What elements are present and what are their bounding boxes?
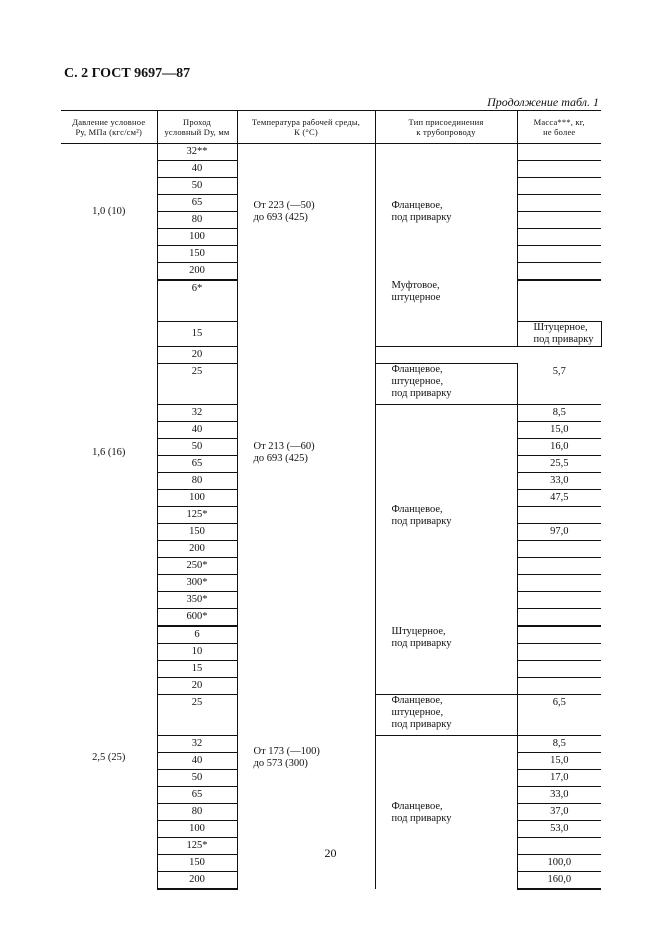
mass-cell: 15,0 — [517, 753, 601, 770]
mass-cell — [517, 678, 601, 695]
mass-cell: 37,0 — [517, 804, 601, 821]
mass-cell: 53,0 — [517, 821, 601, 838]
col-header-pressure: Давление условное Pу, МПа (кгс/см²) — [61, 111, 157, 144]
mass-cell — [517, 541, 601, 558]
nominal-bore-cell: 200 — [157, 872, 237, 890]
mass-cell: 160,0 — [517, 872, 601, 890]
connection-type-cell: Муфтовое, штуцерное — [375, 280, 517, 347]
mass-cell — [517, 246, 601, 263]
nominal-bore-cell: 125* — [157, 507, 237, 524]
nominal-bore-cell: 40 — [157, 422, 237, 439]
connection-type-cell: Фланцевое, штуцерное, под приварку — [375, 695, 517, 736]
mass-cell — [517, 161, 601, 178]
nominal-bore-cell: 20 — [157, 347, 237, 364]
mass-cell: 47,5 — [517, 490, 601, 507]
mass-cell — [517, 558, 601, 575]
nominal-bore-cell: 40 — [157, 161, 237, 178]
nominal-bore-cell: 40 — [157, 753, 237, 770]
pressure-cell: 1,6 (16) — [61, 280, 157, 626]
col-header-nominal-bore: Проход условный Dу, мм — [157, 111, 237, 144]
nominal-bore-cell: 600* — [157, 609, 237, 627]
connection-type-cell: Штуцерное, под приварку — [375, 626, 517, 695]
nominal-bore-cell: 15 — [157, 322, 237, 347]
nominal-bore-cell: 50 — [157, 439, 237, 456]
table-row — [61, 144, 601, 161]
nominal-bore-cell: 32 — [157, 405, 237, 422]
mass-cell: 16,0 — [517, 439, 601, 456]
nominal-bore-cell: 65 — [157, 456, 237, 473]
nominal-bore-cell: 350* — [157, 592, 237, 609]
mass-cell: 25,5 — [517, 456, 601, 473]
nominal-bore-cell: 125* — [157, 838, 237, 855]
page-header: С. 2 ГОСТ 9697—87 — [64, 66, 191, 81]
nominal-bore-cell: 150 — [157, 524, 237, 541]
nominal-bore-cell: 65 — [157, 787, 237, 804]
mass-cell: 97,0 — [517, 524, 601, 541]
nominal-bore-cell: 6 — [157, 626, 237, 644]
nominal-bore-cell: 20 — [157, 678, 237, 695]
mass-cell — [517, 609, 601, 627]
table-row — [61, 280, 601, 322]
pressure-cell: 1,0 (10) — [61, 144, 157, 281]
connection-type-cell: Фланцевое, штуцерное, под приварку — [375, 364, 517, 405]
col-header-temperature: Температура рабочей среды, К (°С) — [237, 111, 375, 144]
table-row — [61, 626, 601, 644]
nominal-bore-cell: 80 — [157, 212, 237, 229]
col-header-mass: Масса***, кг, не более — [517, 111, 601, 144]
nominal-bore-cell: 100 — [157, 229, 237, 246]
nominal-bore-cell: 10 — [157, 644, 237, 661]
pressure-cell: 2,5 (25) — [61, 626, 157, 889]
connection-type-cell: Штуцерное, под приварку — [517, 322, 601, 347]
mass-cell — [517, 626, 601, 644]
mass-cell — [517, 263, 601, 281]
mass-cell — [517, 229, 601, 246]
mass-cell — [517, 507, 601, 524]
nominal-bore-cell: 25 — [157, 364, 237, 405]
connection-type-cell: Фланцевое, под приварку — [375, 736, 517, 890]
nominal-bore-cell: 150 — [157, 246, 237, 263]
nominal-bore-cell: 80 — [157, 804, 237, 821]
mass-cell — [517, 178, 601, 195]
nominal-bore-cell: 200 — [157, 263, 237, 281]
connection-type-cell: Фланцевое, под приварку — [375, 405, 517, 627]
temperature-cell: От 213 (—60) до 693 (425) — [237, 280, 375, 626]
nominal-bore-cell: 250* — [157, 558, 237, 575]
mass-cell — [517, 592, 601, 609]
mass-cell: 5,7 — [517, 364, 601, 405]
mass-cell: 33,0 — [517, 473, 601, 490]
mass-cell — [517, 280, 601, 322]
nominal-bore-cell: 6* — [157, 280, 237, 322]
temperature-cell: От 223 (—50) до 693 (425) — [237, 144, 375, 281]
mass-cell: 8,5 — [517, 736, 601, 753]
mass-cell: 100,0 — [517, 855, 601, 872]
nominal-bore-cell: 25 — [157, 695, 237, 736]
mass-cell — [375, 347, 517, 364]
temperature-cell: От 173 (—100) до 573 (300) — [237, 626, 375, 889]
mass-cell — [517, 195, 601, 212]
mass-cell: 6,5 — [517, 695, 601, 736]
col-header-connection: Тип присоединения к трубопроводу — [375, 111, 517, 144]
mass-cell: 15,0 — [517, 422, 601, 439]
mass-cell: 33,0 — [517, 787, 601, 804]
mass-cell — [517, 575, 601, 592]
table-continuation-caption: Продолжение табл. 1 — [487, 95, 599, 109]
nominal-bore-cell: 15 — [157, 661, 237, 678]
nominal-bore-cell: 200 — [157, 541, 237, 558]
mass-cell — [517, 644, 601, 661]
nominal-bore-cell: 150 — [157, 855, 237, 872]
nominal-bore-cell: 80 — [157, 473, 237, 490]
nominal-bore-cell: 65 — [157, 195, 237, 212]
table-header-row — [61, 111, 601, 144]
nominal-bore-cell: 32** — [157, 144, 237, 161]
nominal-bore-cell: 32 — [157, 736, 237, 753]
nominal-bore-cell: 100 — [157, 821, 237, 838]
mass-cell — [517, 661, 601, 678]
mass-cell — [517, 212, 601, 229]
valve-spec-table — [61, 110, 601, 890]
nominal-bore-cell: 300* — [157, 575, 237, 592]
page-number: 20 — [324, 846, 337, 860]
nominal-bore-cell: 50 — [157, 770, 237, 787]
nominal-bore-cell: 100 — [157, 490, 237, 507]
mass-cell: 8,5 — [517, 405, 601, 422]
mass-cell — [517, 144, 601, 161]
mass-cell: 17,0 — [517, 770, 601, 787]
connection-type-cell: Фланцевое, под приварку — [375, 144, 517, 281]
nominal-bore-cell: 50 — [157, 178, 237, 195]
